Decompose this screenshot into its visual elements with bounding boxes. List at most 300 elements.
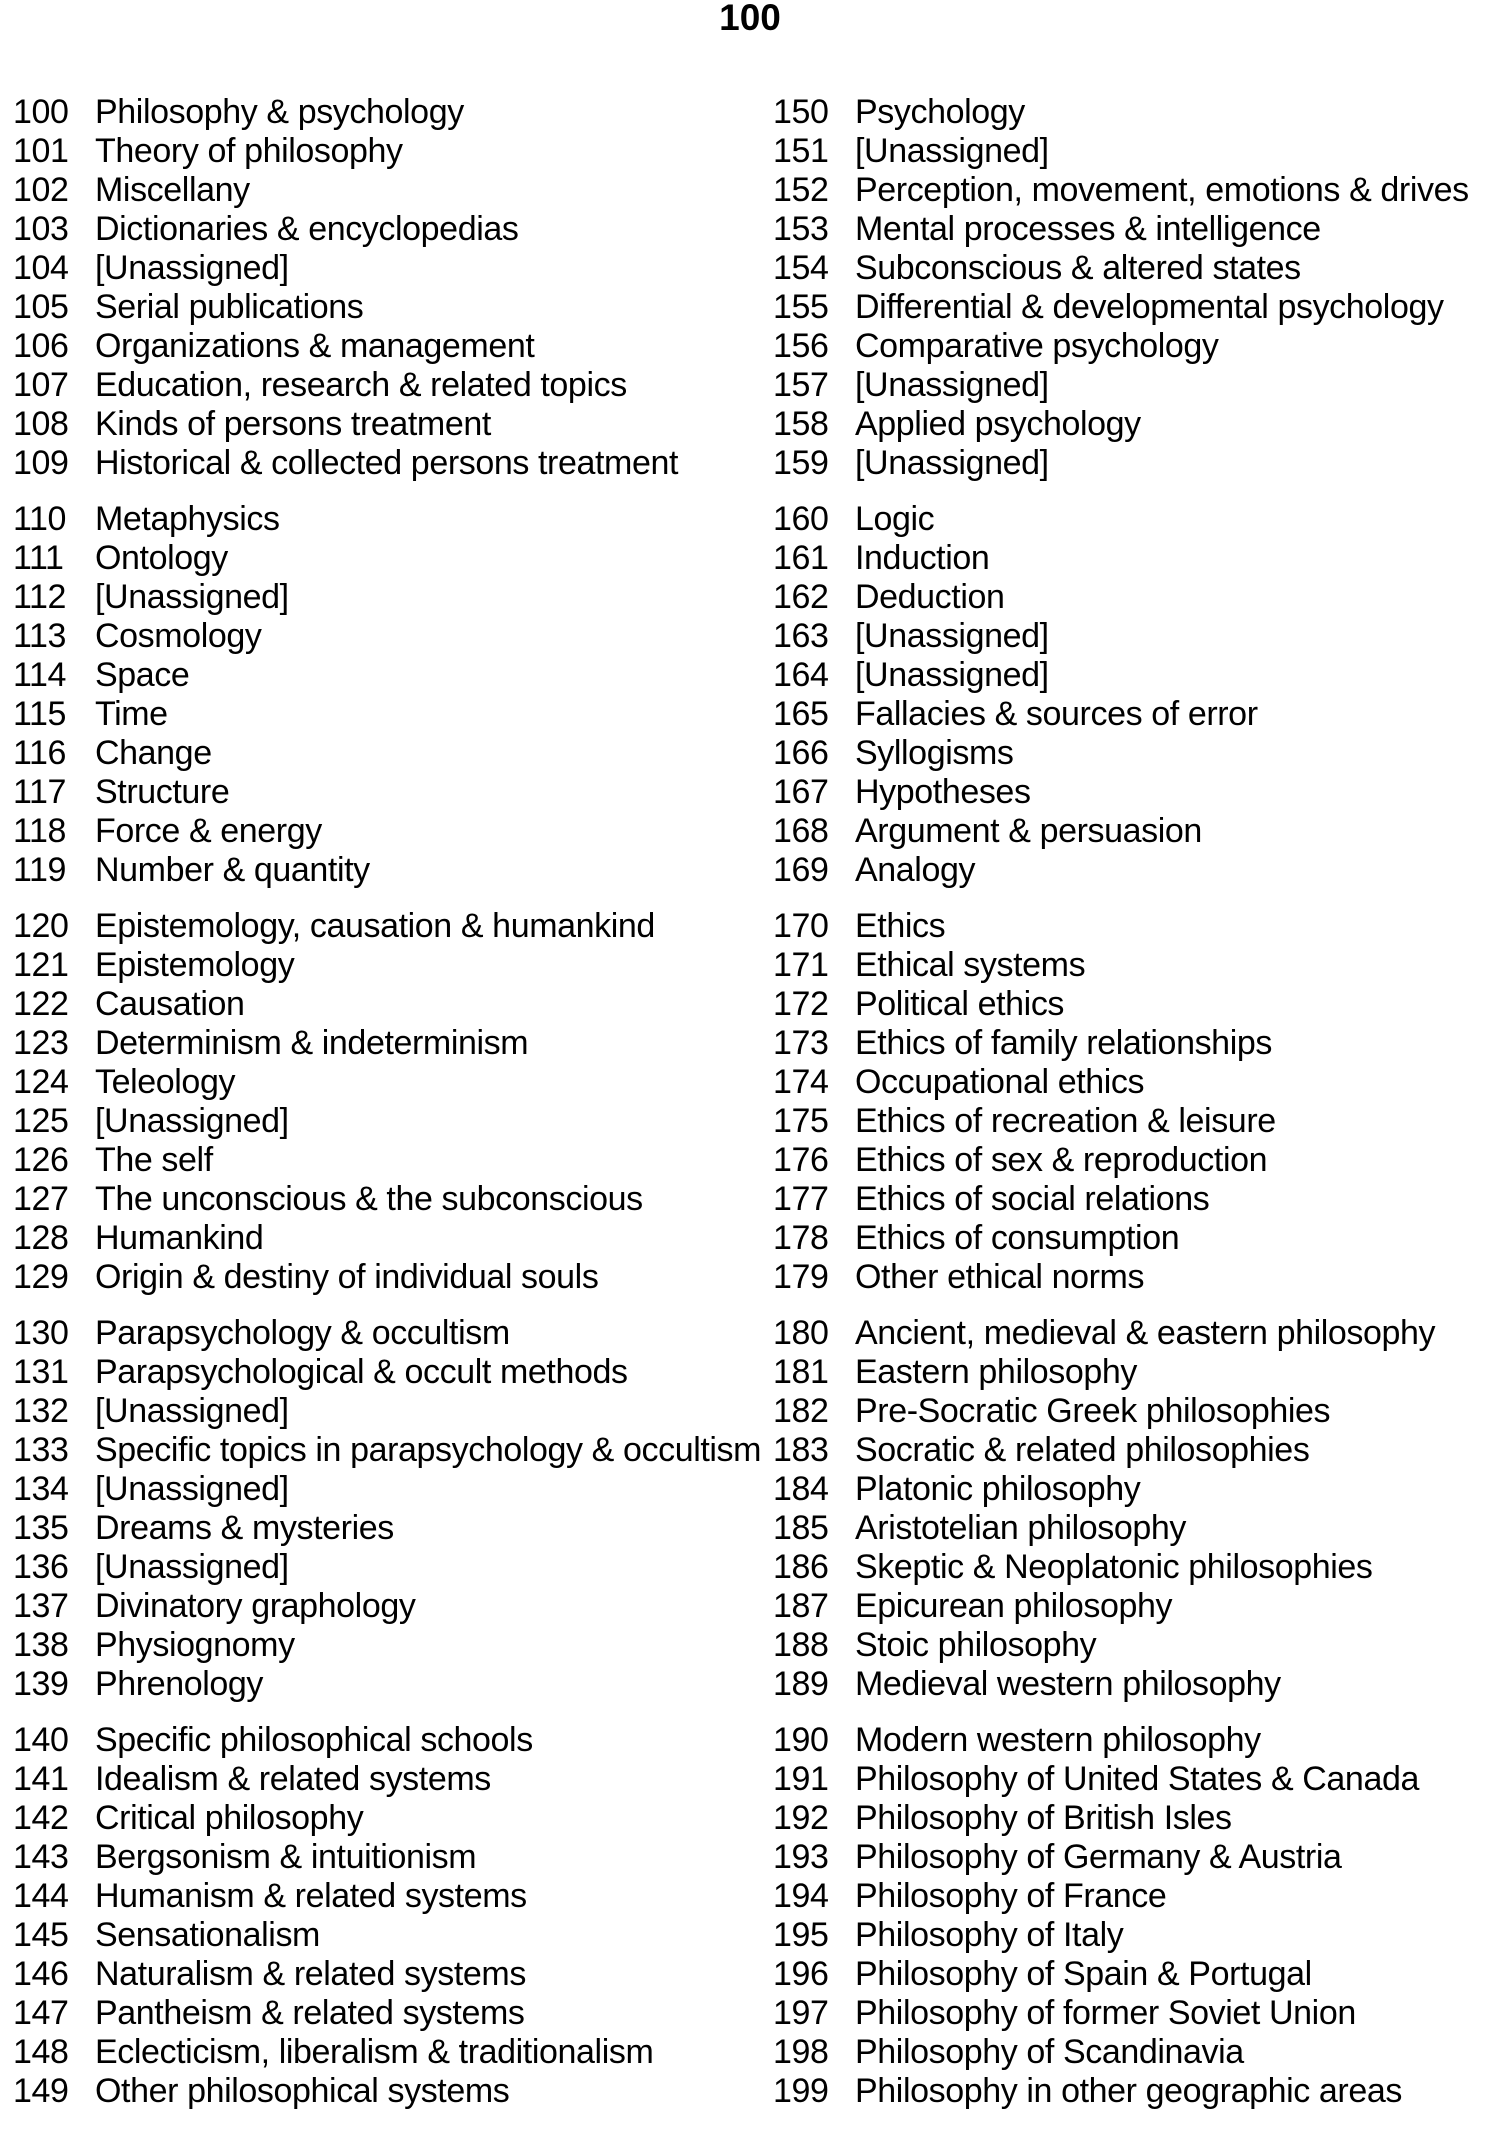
- table-row: [13, 288, 763, 327]
- table-row: [13, 1760, 763, 1799]
- table-row: [13, 1665, 763, 1704]
- entry-label: Pre-Socratic Greek philosophies: [855, 1392, 1331, 1430]
- entry-code: 118: [13, 812, 67, 850]
- entry-code: 110: [13, 500, 67, 538]
- table-row: [13, 249, 763, 288]
- entry-label: Dreams & mysteries: [95, 1509, 394, 1547]
- entry-code: 122: [13, 985, 69, 1023]
- entry-code: 112: [13, 578, 67, 616]
- table-row: [13, 734, 763, 773]
- entry-code: 158: [773, 405, 829, 443]
- entry-code: 166: [773, 734, 829, 772]
- table-row: [773, 1548, 1495, 1587]
- entry-code: 162: [773, 578, 829, 616]
- entry-label: Ethics of recreation & leisure: [855, 1102, 1276, 1140]
- entry-code: 181: [773, 1353, 829, 1391]
- table-row: [773, 288, 1495, 327]
- entry-label: Metaphysics: [95, 500, 280, 538]
- entry-label: Divinatory graphology: [95, 1587, 416, 1625]
- entry-code: 132: [13, 1392, 69, 1430]
- entry-code: 171: [773, 946, 829, 984]
- entry-label: Other ethical norms: [855, 1258, 1145, 1296]
- entry-code: 168: [773, 812, 829, 850]
- classification-group: [773, 93, 1495, 483]
- entry-code: 106: [13, 327, 69, 365]
- table-row: [13, 1626, 763, 1665]
- table-row: [773, 851, 1495, 890]
- classification-group: [13, 907, 763, 1297]
- entry-code: 138: [13, 1626, 69, 1664]
- table-row: [13, 1799, 763, 1838]
- table-row: [773, 210, 1495, 249]
- entry-code: 152: [773, 171, 829, 209]
- table-row: [773, 1626, 1495, 1665]
- entry-label: Mental processes & intelligence: [855, 210, 1321, 248]
- entry-label: Causation: [95, 985, 245, 1023]
- table-row: [773, 2033, 1495, 2072]
- table-row: [773, 1470, 1495, 1509]
- entry-code: 198: [773, 2033, 829, 2071]
- entry-code: 149: [13, 2072, 69, 2110]
- entry-code: 135: [13, 1509, 69, 1547]
- table-row: [13, 93, 763, 132]
- table-row: [13, 656, 763, 695]
- table-row: [13, 1509, 763, 1548]
- table-row: [773, 405, 1495, 444]
- entry-label: Teleology: [95, 1063, 236, 1101]
- table-row: [13, 1838, 763, 1877]
- entry-code: 105: [13, 288, 69, 326]
- entry-code: 184: [773, 1470, 829, 1508]
- entry-code: 117: [13, 773, 67, 811]
- table-row: [773, 1838, 1495, 1877]
- entry-label: Pantheism & related systems: [95, 1994, 525, 2032]
- entry-code: 175: [773, 1102, 829, 1140]
- entry-code: 154: [773, 249, 829, 287]
- entry-code: 124: [13, 1063, 69, 1101]
- entry-label: Philosophy of former Soviet Union: [855, 1994, 1356, 2032]
- entry-label: Kinds of persons treatment: [95, 405, 491, 443]
- entry-label: Psychology: [855, 93, 1025, 131]
- entry-code: 173: [773, 1024, 829, 1062]
- entry-code: 133: [13, 1431, 69, 1469]
- entry-code: 169: [773, 851, 829, 889]
- entry-code: 170: [773, 907, 829, 945]
- entry-label: The self: [95, 1141, 213, 1179]
- table-row: [773, 946, 1495, 985]
- table-row: [13, 1392, 763, 1431]
- table-row: [773, 1024, 1495, 1063]
- entry-label: Philosophy of Spain & Portugal: [855, 1955, 1312, 1993]
- classification-group: [773, 500, 1495, 890]
- entry-label: Origin & destiny of individual souls: [95, 1258, 599, 1296]
- table-row: [773, 1721, 1495, 1760]
- entry-label: Stoic philosophy: [855, 1626, 1097, 1664]
- entry-label: Ethics of social relations: [855, 1180, 1210, 1218]
- entry-code: 130: [13, 1314, 69, 1352]
- entry-label: Humankind: [95, 1219, 264, 1257]
- entry-label: Differential & developmental psychology: [855, 288, 1444, 326]
- entry-label: Philosophy of France: [855, 1877, 1167, 1915]
- entry-code: 192: [773, 1799, 829, 1837]
- entry-label: Epistemology: [95, 946, 295, 984]
- entry-label: Aristotelian philosophy: [855, 1509, 1186, 1547]
- entry-label: [Unassigned]: [95, 1548, 289, 1586]
- entry-code: 165: [773, 695, 829, 733]
- entry-code: 100: [13, 93, 69, 131]
- entry-code: 163: [773, 617, 829, 655]
- table-row: [773, 1141, 1495, 1180]
- entry-code: 155: [773, 288, 829, 326]
- entry-label: Hypotheses: [855, 773, 1031, 811]
- entry-code: 104: [13, 249, 69, 287]
- table-row: [773, 1799, 1495, 1838]
- entry-code: 185: [773, 1509, 829, 1547]
- entry-label: Philosophy of Germany & Austria: [855, 1838, 1342, 1876]
- entry-code: 164: [773, 656, 829, 694]
- entry-label: Other philosophical systems: [95, 2072, 510, 2110]
- table-row: [773, 500, 1495, 539]
- table-row: [773, 1102, 1495, 1141]
- classification-group: [773, 1721, 1495, 2111]
- entry-code: 156: [773, 327, 829, 365]
- table-row: [773, 1353, 1495, 1392]
- entry-code: 153: [773, 210, 829, 248]
- entry-code: 131: [13, 1353, 69, 1391]
- entry-label: Occupational ethics: [855, 1063, 1145, 1101]
- entry-label: Serial publications: [95, 288, 364, 326]
- table-row: [773, 1258, 1495, 1297]
- entry-code: 140: [13, 1721, 69, 1759]
- table-row: [773, 1760, 1495, 1799]
- entry-label: Specific topics in parapsychology & occultism: [95, 1431, 762, 1469]
- entry-label: Number & quantity: [95, 851, 370, 889]
- entry-code: 182: [773, 1392, 829, 1430]
- table-row: [13, 985, 763, 1024]
- entry-code: 195: [773, 1916, 829, 1954]
- entry-label: Deduction: [855, 578, 1005, 616]
- table-row: [773, 773, 1495, 812]
- entry-label: Naturalism & related systems: [95, 1955, 526, 1993]
- entry-code: 178: [773, 1219, 829, 1257]
- table-row: [773, 1180, 1495, 1219]
- table-row: [13, 1548, 763, 1587]
- entry-label: Epicurean philosophy: [855, 1587, 1173, 1625]
- entry-code: 120: [13, 907, 69, 945]
- entry-label: Applied psychology: [855, 405, 1141, 443]
- entry-label: The unconscious & the subconscious: [95, 1180, 643, 1218]
- table-row: [773, 1916, 1495, 1955]
- entry-label: Parapsychology & occultism: [95, 1314, 510, 1352]
- entry-code: 176: [773, 1141, 829, 1179]
- entry-label: Modern western philosophy: [855, 1721, 1261, 1759]
- entry-code: 188: [773, 1626, 829, 1664]
- table-row: [773, 1063, 1495, 1102]
- entry-label: Socratic & related philosophies: [855, 1431, 1310, 1469]
- table-row: [13, 539, 763, 578]
- entry-code: 108: [13, 405, 69, 443]
- entry-code: 151: [773, 132, 829, 170]
- entry-label: Humanism & related systems: [95, 1877, 527, 1915]
- table-row: [773, 1665, 1495, 1704]
- entry-code: 193: [773, 1838, 829, 1876]
- entry-label: [Unassigned]: [855, 132, 1049, 170]
- table-row: [13, 695, 763, 734]
- entry-label: Philosophy of Scandinavia: [855, 2033, 1244, 2071]
- table-row: [13, 1219, 763, 1258]
- entry-code: 183: [773, 1431, 829, 1469]
- entry-code: 136: [13, 1548, 69, 1586]
- table-row: [773, 132, 1495, 171]
- entry-label: Historical & collected persons treatment: [95, 444, 679, 482]
- entry-code: 197: [773, 1994, 829, 2032]
- entry-label: Epistemology, causation & humankind: [95, 907, 655, 945]
- entry-label: Determinism & indeterminism: [95, 1024, 529, 1062]
- entry-code: 103: [13, 210, 69, 248]
- table-row: [13, 132, 763, 171]
- table-row: [773, 812, 1495, 851]
- table-row: [773, 1392, 1495, 1431]
- entry-code: 161: [773, 539, 829, 577]
- entry-code: 107: [13, 366, 69, 404]
- table-row: [773, 1431, 1495, 1470]
- entry-label: Space: [95, 656, 190, 694]
- entry-label: Medieval western philosophy: [855, 1665, 1281, 1703]
- entry-code: 127: [13, 1180, 69, 1218]
- entry-label: Parapsychological & occult methods: [95, 1353, 628, 1391]
- entry-code: 144: [13, 1877, 69, 1915]
- entry-label: Philosophy in other geographic areas: [855, 2072, 1402, 2110]
- table-row: [13, 1141, 763, 1180]
- classification-group: [13, 500, 763, 890]
- entry-label: Idealism & related systems: [95, 1760, 491, 1798]
- table-row: [773, 578, 1495, 617]
- entry-code: 111: [13, 539, 64, 577]
- table-row: [13, 1916, 763, 1955]
- table-row: [773, 1509, 1495, 1548]
- entry-label: Ethics of sex & reproduction: [855, 1141, 1268, 1179]
- entry-label: [Unassigned]: [95, 1470, 289, 1508]
- entry-code: 177: [773, 1180, 829, 1218]
- table-row: [13, 2072, 763, 2111]
- entry-code: 129: [13, 1258, 69, 1296]
- entry-code: 179: [773, 1258, 829, 1296]
- table-row: [773, 695, 1495, 734]
- table-row: [13, 1063, 763, 1102]
- entry-code: 139: [13, 1665, 69, 1703]
- entry-label: [Unassigned]: [95, 1102, 289, 1140]
- entry-label: [Unassigned]: [95, 249, 289, 287]
- table-row: [773, 907, 1495, 946]
- entry-code: 115: [13, 695, 67, 733]
- table-row: [13, 500, 763, 539]
- table-row: [13, 946, 763, 985]
- entry-code: 160: [773, 500, 829, 538]
- table-row: [773, 617, 1495, 656]
- table-row: [13, 1955, 763, 1994]
- entry-code: 191: [773, 1760, 829, 1798]
- entry-label: Subconscious & altered states: [855, 249, 1301, 287]
- table-row: [13, 1314, 763, 1353]
- table-row: [773, 444, 1495, 483]
- entry-label: Organizations & management: [95, 327, 535, 365]
- entry-label: Miscellany: [95, 171, 250, 209]
- entry-code: 113: [13, 617, 67, 655]
- table-row: [13, 1877, 763, 1916]
- entry-code: 199: [773, 2072, 829, 2110]
- entry-code: 125: [13, 1102, 69, 1140]
- table-row: [773, 1994, 1495, 2033]
- table-row: [773, 366, 1495, 405]
- entry-code: 190: [773, 1721, 829, 1759]
- table-row: [773, 656, 1495, 695]
- table-row: [13, 812, 763, 851]
- entry-code: 142: [13, 1799, 69, 1837]
- table-row: [773, 1219, 1495, 1258]
- classification-group: [13, 1314, 763, 1704]
- table-row: [13, 578, 763, 617]
- entry-code: 146: [13, 1955, 69, 1993]
- entry-code: 167: [773, 773, 829, 811]
- entry-label: Political ethics: [855, 985, 1065, 1023]
- entry-label: Platonic philosophy: [855, 1470, 1141, 1508]
- entry-code: 189: [773, 1665, 829, 1703]
- entry-label: Analogy: [855, 851, 976, 889]
- entry-code: 101: [13, 132, 69, 170]
- entry-label: Bergsonism & intuitionism: [95, 1838, 477, 1876]
- entry-label: [Unassigned]: [95, 578, 289, 616]
- table-row: [773, 539, 1495, 578]
- table-row: [773, 1314, 1495, 1353]
- entry-label: [Unassigned]: [855, 444, 1049, 482]
- table-row: [13, 1994, 763, 2033]
- entry-code: 116: [13, 734, 67, 772]
- table-row: [13, 1353, 763, 1392]
- entry-label: Eclecticism, liberalism & traditionalism: [95, 2033, 654, 2071]
- entry-label: Dictionaries & encyclopedias: [95, 210, 519, 248]
- entry-label: Philosophy of United States & Canada: [855, 1760, 1419, 1798]
- table-row: [13, 1587, 763, 1626]
- entry-label: Fallacies & sources of error: [855, 695, 1258, 733]
- entry-label: Cosmology: [95, 617, 262, 655]
- table-row: [13, 171, 763, 210]
- entry-code: 134: [13, 1470, 69, 1508]
- entry-label: [Unassigned]: [855, 366, 1049, 404]
- table-row: [13, 1180, 763, 1219]
- classification-group: [13, 1721, 763, 2111]
- entry-label: Ethics: [855, 907, 946, 945]
- entry-label: Change: [95, 734, 212, 772]
- entry-label: Syllogisms: [855, 734, 1014, 772]
- entry-code: 128: [13, 1219, 69, 1257]
- classification-group: [773, 1314, 1495, 1704]
- entry-code: 186: [773, 1548, 829, 1586]
- entry-label: Ethics of family relationships: [855, 1024, 1272, 1062]
- entry-code: 141: [13, 1760, 69, 1798]
- entry-label: Theory of philosophy: [95, 132, 403, 170]
- entry-code: 157: [773, 366, 829, 404]
- entry-code: 150: [773, 93, 829, 131]
- entry-label: Sensationalism: [95, 1916, 320, 1954]
- entry-code: 102: [13, 171, 69, 209]
- entry-code: 126: [13, 1141, 69, 1179]
- entry-code: 109: [13, 444, 69, 482]
- table-row: [773, 2072, 1495, 2111]
- table-row: [13, 444, 763, 483]
- entry-label: [Unassigned]: [855, 617, 1049, 655]
- entry-label: Philosophy of Italy: [855, 1916, 1124, 1954]
- entry-code: 145: [13, 1916, 69, 1954]
- entry-label: Ancient, medieval & eastern philosophy: [855, 1314, 1436, 1352]
- entry-label: Force & energy: [95, 812, 322, 850]
- entry-label: Education, research & related topics: [95, 366, 627, 404]
- entry-label: Time: [95, 695, 168, 733]
- table-row: [13, 327, 763, 366]
- table-row: [773, 171, 1495, 210]
- table-row: [13, 366, 763, 405]
- table-row: [13, 617, 763, 656]
- entry-label: Ethics of consumption: [855, 1219, 1180, 1257]
- table-row: [773, 327, 1495, 366]
- entry-code: 159: [773, 444, 829, 482]
- entry-code: 174: [773, 1063, 829, 1101]
- entry-code: 123: [13, 1024, 69, 1062]
- table-row: [773, 93, 1495, 132]
- page-title: 100: [719, 0, 781, 38]
- entry-label: [Unassigned]: [855, 656, 1049, 694]
- table-row: [13, 2033, 763, 2072]
- entry-label: Comparative psychology: [855, 327, 1219, 365]
- entry-label: Phrenology: [95, 1665, 264, 1703]
- table-row: [773, 249, 1495, 288]
- entry-code: 187: [773, 1587, 829, 1625]
- entry-label: Ethical systems: [855, 946, 1086, 984]
- table-row: [13, 1721, 763, 1760]
- entry-code: 180: [773, 1314, 829, 1352]
- entry-label: [Unassigned]: [95, 1392, 289, 1430]
- table-row: [13, 1102, 763, 1141]
- table-row: [13, 1024, 763, 1063]
- table-row: [13, 405, 763, 444]
- table-row: [13, 1258, 763, 1297]
- table-row: [13, 907, 763, 946]
- entry-label: Eastern philosophy: [855, 1353, 1137, 1391]
- entry-label: Ontology: [95, 539, 228, 577]
- table-row: [773, 1587, 1495, 1626]
- entry-label: Physiognomy: [95, 1626, 295, 1664]
- classification-column-left: [13, 93, 763, 2128]
- entry-label: Specific philosophical schools: [95, 1721, 533, 1759]
- entry-label: Logic: [855, 500, 935, 538]
- entry-label: Structure: [95, 773, 230, 811]
- entry-code: 119: [13, 851, 67, 889]
- table-row: [13, 1470, 763, 1509]
- entry-code: 172: [773, 985, 829, 1023]
- entry-code: 137: [13, 1587, 69, 1625]
- entry-label: Skeptic & Neoplatonic philosophies: [855, 1548, 1373, 1586]
- entry-label: Philosophy of British Isles: [855, 1799, 1232, 1837]
- entry-label: Philosophy & psychology: [95, 93, 464, 131]
- entry-code: 196: [773, 1955, 829, 1993]
- entry-code: 147: [13, 1994, 69, 2032]
- table-row: [773, 734, 1495, 773]
- entry-code: 194: [773, 1877, 829, 1915]
- table-row: [773, 985, 1495, 1024]
- table-row: [13, 1431, 763, 1470]
- entry-label: Critical philosophy: [95, 1799, 364, 1837]
- entry-code: 148: [13, 2033, 69, 2071]
- entry-code: 143: [13, 1838, 69, 1876]
